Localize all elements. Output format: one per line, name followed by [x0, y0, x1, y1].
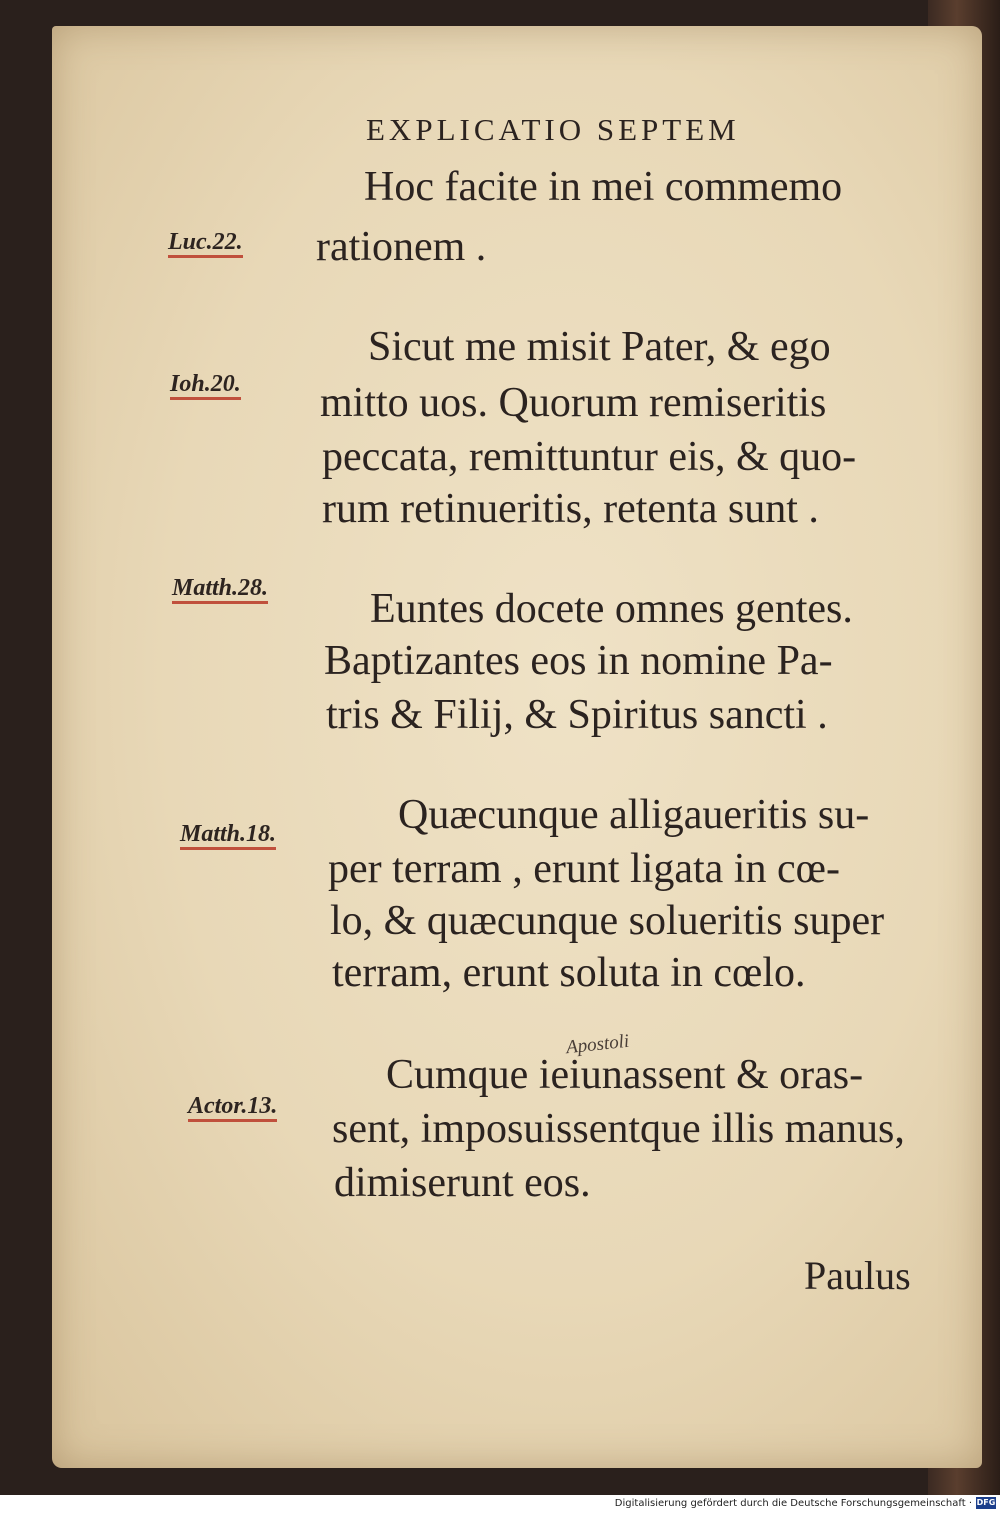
passage-1-line-2: rationem . [316, 224, 487, 270]
passage-2-line-2: mitto uos. Quorum remiseritis [320, 380, 827, 426]
passage-2-line-3: peccata, remittuntur eis, & quo- [322, 434, 857, 480]
passage-1-line-1: Hoc facite in mei commemo [364, 164, 843, 210]
margin-reference-luc-22: Luc.22. [168, 230, 243, 258]
margin-reference-matth-28: Matth.28. [172, 576, 268, 604]
passage-4-line-2: per terram , erunt ligata in cœ- [328, 846, 840, 892]
passage-5-line-3: dimiserunt eos. [334, 1160, 591, 1206]
passage-4-line-4: terram, erunt soluta in cœlo. [332, 950, 806, 996]
passage-3-line-2: Baptizantes eos in nomine Pa- [324, 638, 833, 684]
handwritten-annotation: Apostoli [565, 1030, 631, 1059]
footer-credit: Digitalisierung gefördert durch die Deutsche Forschungsgemeinschaft · [614, 1498, 972, 1509]
passage-4-line-1: Quæcunque alligaueritis su- [398, 792, 870, 838]
passage-2-line-4: rum retinueritis, retenta sunt . [322, 486, 819, 532]
passage-4-line-3: lo, & quæcunque solueritis super [330, 898, 885, 944]
running-header: EXPLICATIO SEPTEM [366, 112, 740, 147]
passage-3-line-1: Euntes docete omnes gentes. [370, 586, 853, 632]
passage-5-line-2: sent, imposuissentque illis manus, [332, 1106, 905, 1152]
passage-5-line-1: Cumque ieiunassent & oras- [386, 1052, 864, 1098]
margin-reference-ioh-20: Ioh.20. [170, 372, 241, 400]
passage-2-line-1: Sicut me misit Pater, & ego [368, 324, 831, 370]
catchword: Paulus [804, 1253, 911, 1298]
dfg-logo-icon: DFG [976, 1498, 996, 1507]
margin-reference-matth-18: Matth.18. [180, 822, 276, 850]
passage-3-line-3: tris & Filij, & Spiritus sancti . [326, 692, 828, 738]
margin-reference-actor-13: Actor.13. [188, 1094, 277, 1122]
